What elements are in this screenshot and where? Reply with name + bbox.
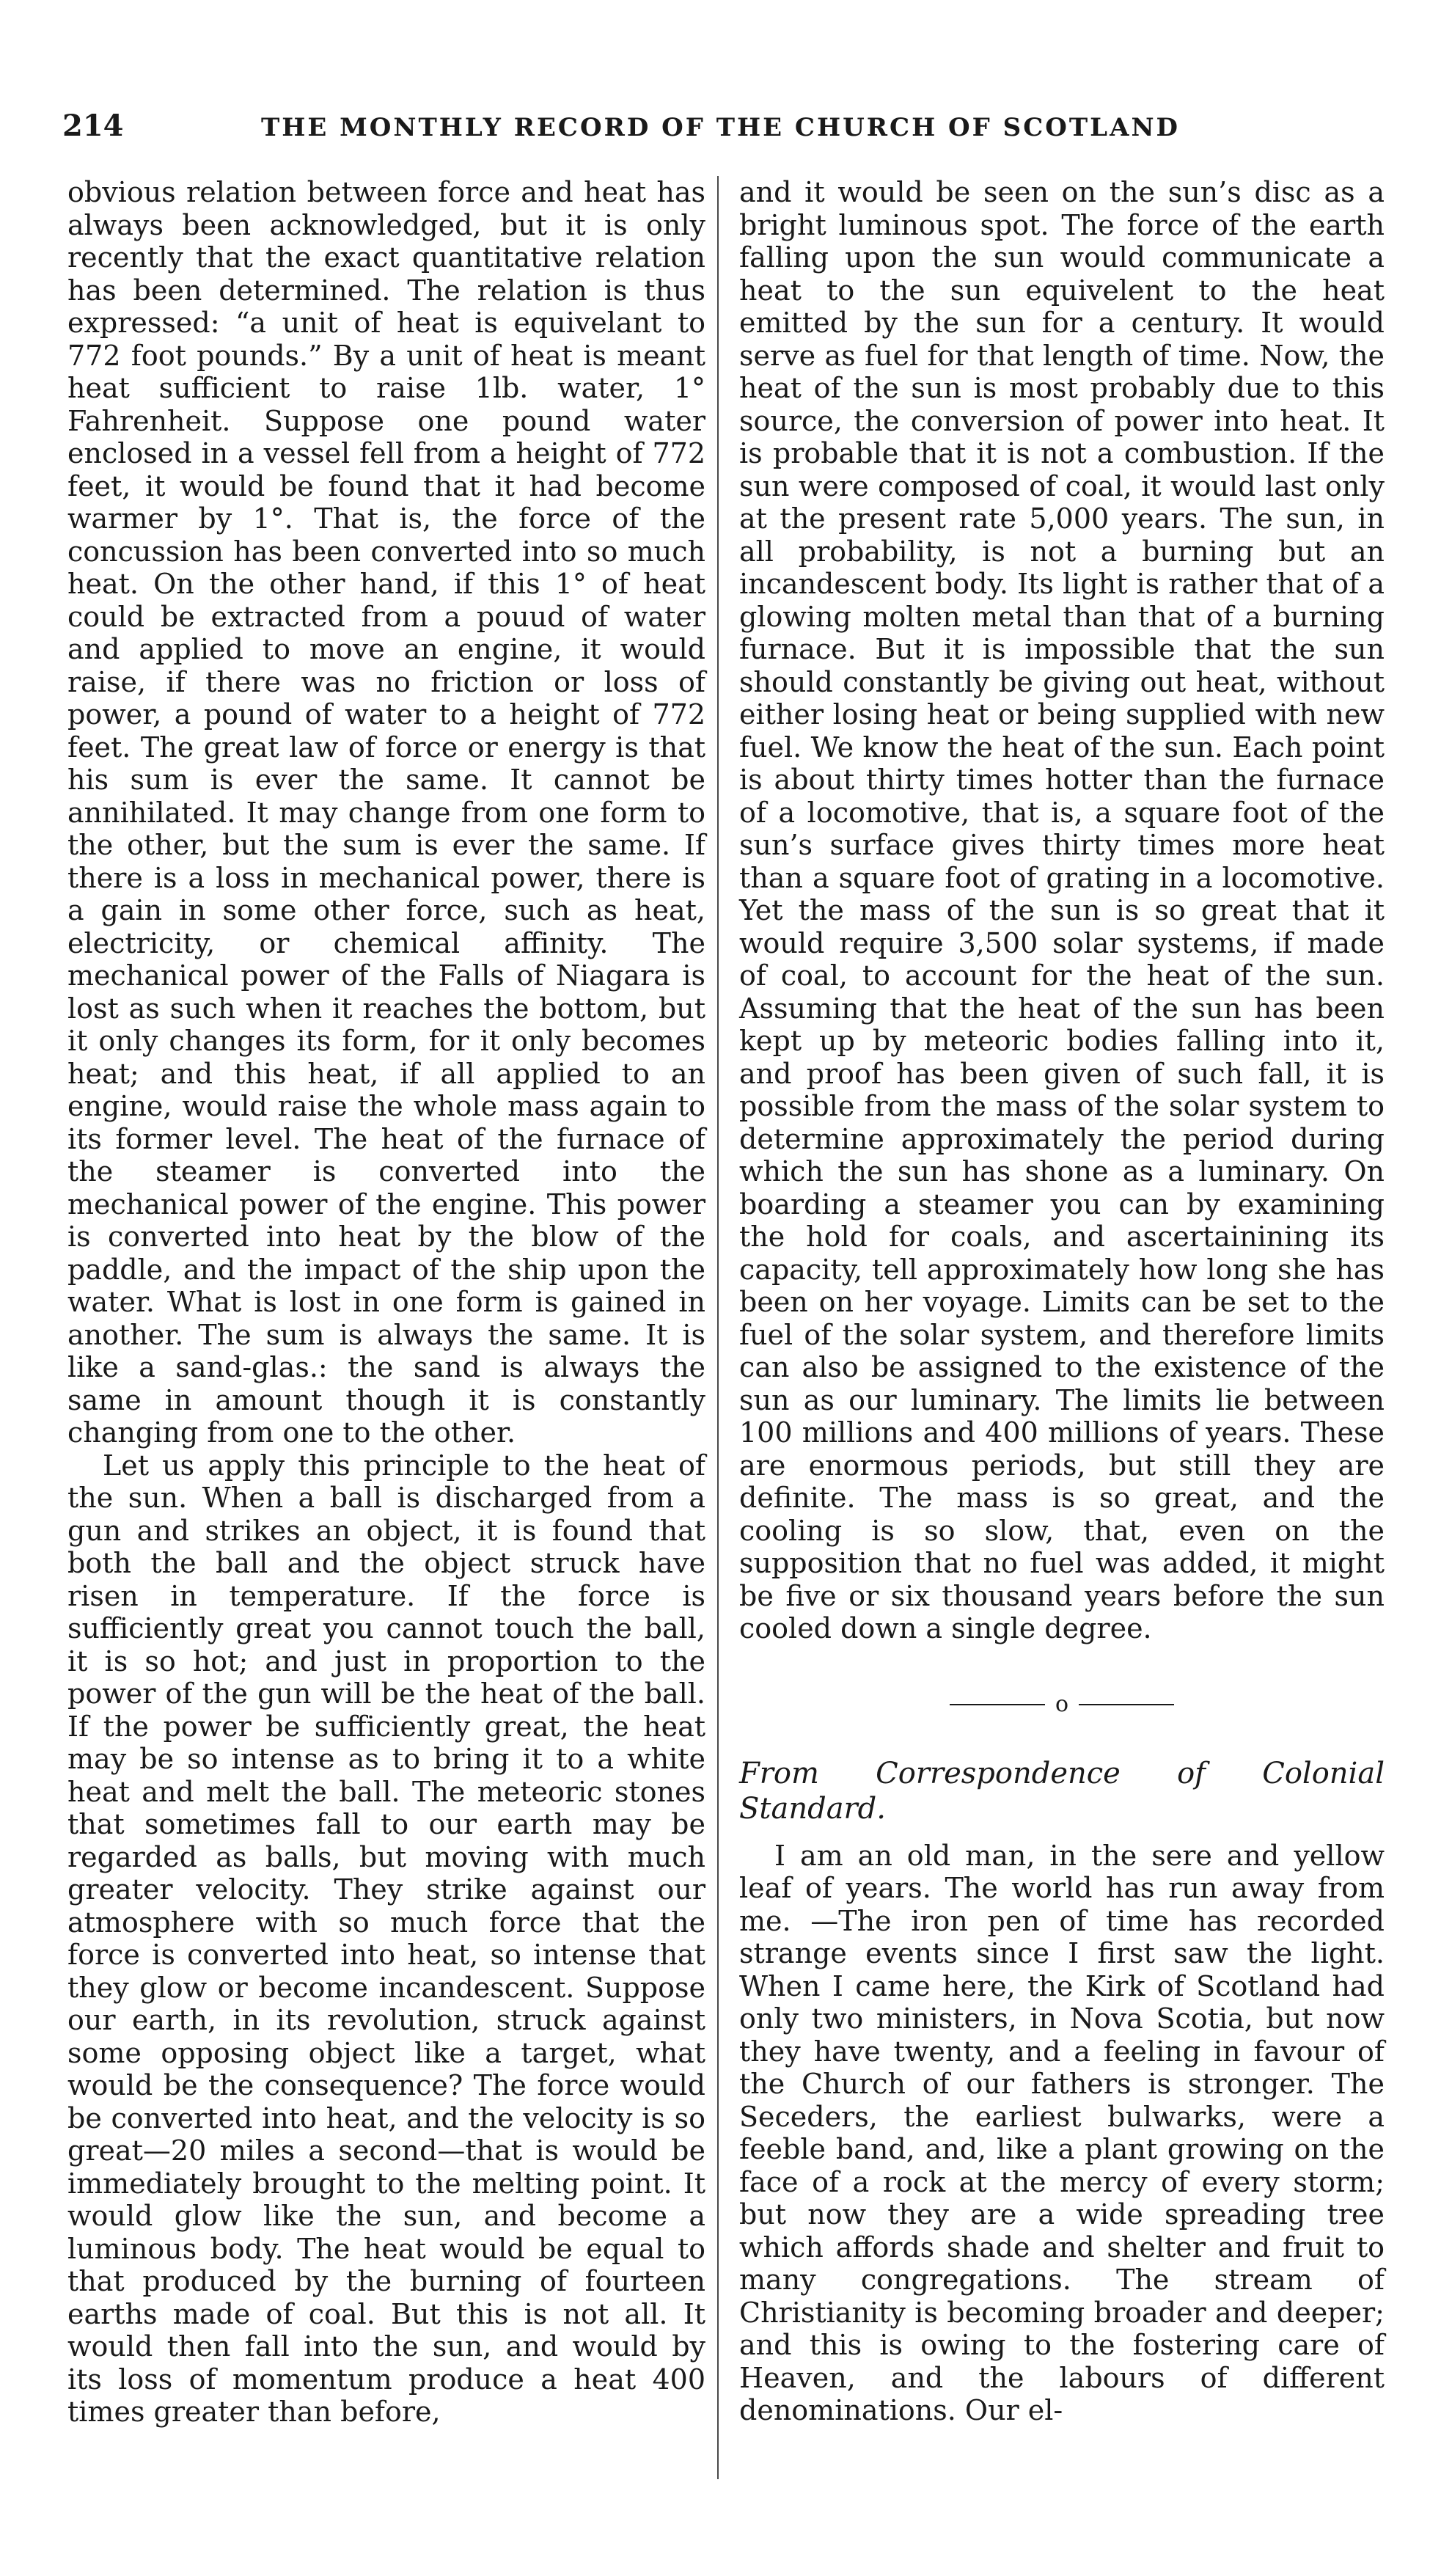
body-paragraph: Let us apply this principle to the heat of the sun. When a ball is discharged from a gun and strikes an object, it is found that both the ball and the object struck have risen in temperature. If the force is sufficiently great you cannot touch the ball, it is so hot; and just in proportion to the power of the gun will be the heat of the ball. If the power be sufficiently great, the heat may be so intense as to bring it to a white heat and melt the ball. The meteoric stones that sometimes fall to our earth may be regarded as balls, but moving with much greater velocity. They strike against our atmosphere with so much force that the force is converted into heat, so intense that they glow or become incandescent. Suppose our earth, in its revolution, struck against some opposing object like a target, what would be the consequence? The force would be converted into heat, and the velocity is so great—20 miles a second—that is would be immediately brought to the melting point. It would glow like the sun, and become a luminous body. The heat would be equal to that produced by the burning of fourteen earths made of coal. But this is not all. It would then fall into the sun, and would by its loss of momentum produce a heat 400 times greater than before, <box>67 1449 705 2428</box>
left-column <box>67 176 705 2429</box>
separator-rule-right <box>1079 1704 1174 1705</box>
page-number: 214 <box>62 109 124 143</box>
body-paragraph: and it would be seen on the sun’s disc as a bright luminous spot. The force of the earth falling upon the sun would communicate a heat to the sun equivelent to the heat emitted by the sun for a century. It would serve as fuel for that length of time. Now, the heat of the sun is most probably due to this source, the conversion of power into heat. It is probable that it is not a combustion. If the sun were composed of coal, it would last only at the present rate 5,000 years. The sun, in all probability, is not a burning but an incandescent body. Its light is rather that of a glowing molten metal than that of a burning furnace. But it is impossible that the sun should constantly be giving out heat, without either losing heat or being supplied with new fuel. We know the heat of the sun. Each point is about thirty times hotter than the furnace of a locomotive, that is, a square foot of the sun’s surface gives thirty times more heat than a square foot of grating in a locomotive. Yet the mass of the sun is so great that it would require 3,500 solar systems, if made of coal, to account for the heat of the sun. Assuming that the heat of the sun has been kept up by meteoric bodies falling into it, and proof has been given of such fall, it is possible from the mass of the solar system to determine approximately the period during which the sun has shone as a luminary. On boarding a steamer you can by examining the hold for coals, and ascertainining its capacity, tell approximately how long she has been on her voyage. Limits can be set to the fuel of the solar system, and therefore limits can also be assigned to the existence of the sun as our luminary. The limits lie between 100 millions and 400 millions of years. These are enormous periods, but still they are definite. The mass is so great, and the cooling is so slow, that, even on the supposition that no fuel was added, it might be five or six thousand years before the sun cooled down a single degree. <box>739 176 1385 1644</box>
running-title: THE MONTHLY RECORD OF THE CHURCH OF SCOTLAND <box>260 113 1181 142</box>
source-heading: From Correspondence of Colonial Standard. <box>739 1756 1385 1826</box>
separator-ornament: o <box>1055 1691 1069 1717</box>
right-column <box>739 176 1385 2427</box>
section-separator <box>739 1689 1385 1719</box>
page-header <box>55 109 1386 153</box>
body-paragraph: I am an old man, in the sere and yellow leaf of years. The world has run away from me. —The iron pen of time has recorded strange events since I first saw the light. When I came here, the Kirk of Scotland had only two ministers, in Nova Scotia, but now they have twenty, and a feeling in favour of the Church of our fathers is stronger. The Seceders, the earliest bulwarks, were a feeble band, and, like a plant growing on the face of a rock at the mercy of every storm; but now they are a wide spreading tree which affords shade and shelter and fruit to many congregations. The stream of Christianity is becoming broader and deeper; and this is owing to the fostering care of Heaven, and the labours of different denominations. Our el- <box>739 1839 1385 2426</box>
body-paragraph: obvious relation between force and heat has always been acknowledged, but it is only recently that the exact quantitative relation has been determined. The relation is thus expressed: “a unit of heat is equivelant to 772 foot pounds.” By a unit of heat is meant heat sufficient to raise 1lb. water, 1° Fahrenheit. Suppose one pound water enclosed in a vessel fell from a height of 772 feet, it would be found that it had become warmer by 1°. That is, the force of the concussion has been converted into so much heat. On the other hand, if this 1° of heat could be extracted from a pouud of water and applied to move an engine, it would raise, if there was no friction or loss of power, a pound of water to a height of 772 feet. The great law of force or energy is that his sum is ever the same. It cannot be annihilated. It may change from one form to the other, but the sum is ever the same. If there is a loss in mechanical power, there is a gain in some other force, such as heat, electricity, or chemical affinity. The mechanical power of the Falls of Niagara is lost as such when it reaches the bottom, but it only changes its form, for it only becomes heat; and this heat, if all applied to an engine, would raise the whole mass again to its former level. The heat of the furnace of the steamer is converted into the mechanical power of the engine. This power is converted into heat by the blow of the paddle, and the impact of the ship upon the water. What is lost in one form is gained in another. The sum is always the same. It is like a sand-glas.: the sand is always the same in amount though it is constantly changing from one to the other. <box>67 176 705 1449</box>
column-divider <box>717 176 719 2479</box>
separator-rule-left <box>950 1704 1045 1705</box>
